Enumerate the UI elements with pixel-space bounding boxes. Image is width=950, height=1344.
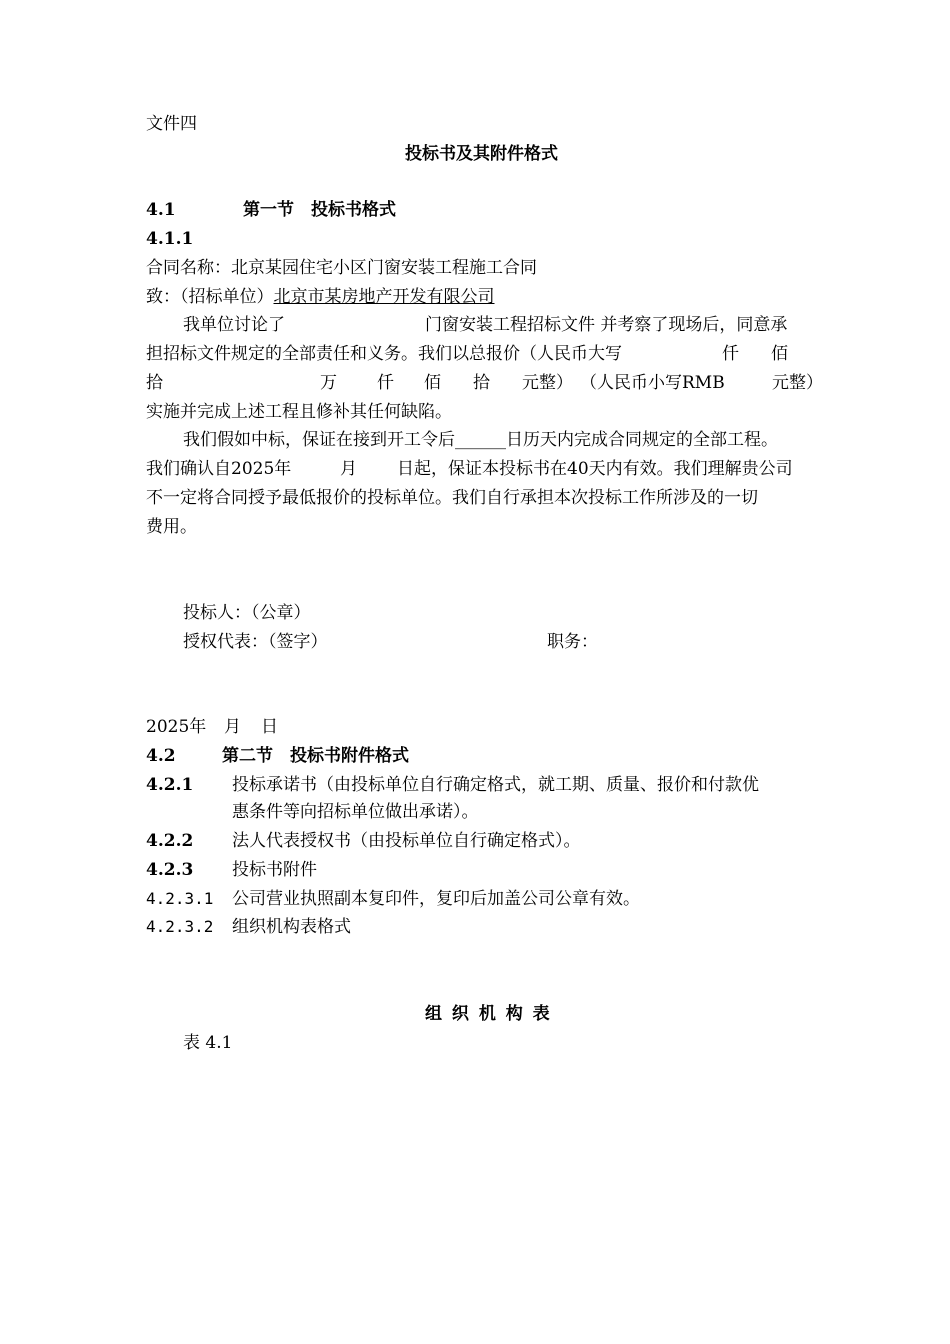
section-4-1-1-number: 4.1.1 xyxy=(146,229,194,249)
p2-line4: 费用。 xyxy=(146,517,197,537)
file-label: 文件四 xyxy=(146,114,197,134)
item-4-2-2-text: 法人代表授权书（由投标单位自行确定格式）。 xyxy=(232,831,581,851)
contract-name: 北京某园住宅小区门窗安装工程施工合同 xyxy=(231,258,537,278)
unit-wan: 万 xyxy=(320,373,337,393)
unit-bai-1: 佰 xyxy=(771,344,788,364)
unit-qian-1: 仟 xyxy=(722,344,739,364)
p2-line3: 不一定将合同授予最低报价的投标单位。我们自行承担本次投标工作所涉及的一切 xyxy=(146,488,758,508)
p2-blank: ______ xyxy=(455,430,506,450)
item-4-2-3-text: 投标书附件 xyxy=(232,860,317,880)
p1-line1a: 我单位讨论了 xyxy=(183,315,285,335)
p1-rmb-end: 元整） xyxy=(772,373,823,393)
sign-date-year: 2025年 xyxy=(146,717,207,737)
addressee-name: 北京市某房地产开发有限公司 xyxy=(273,287,495,307)
item-4-2-1-text-cont: 惠条件等向招标单位做出承诺）。 xyxy=(232,802,479,822)
section-4-2-heading: 第二节 投标书附件格式 xyxy=(222,746,409,766)
p2-text-a: 我们假如中标，保证在接到开工令后 xyxy=(183,430,455,450)
unit-yuanzheng: 元整） xyxy=(522,373,573,393)
org-table-label: 表 4.1 xyxy=(183,1033,233,1053)
p1-line1b: 门窗安装工程招标文件 并考察了现场后，同意承 xyxy=(425,315,788,335)
item-4-2-3-2-number: 4.2.3.2 xyxy=(146,917,214,936)
contract-label: 合同名称： xyxy=(146,258,231,278)
unit-shi-2: 拾 xyxy=(473,373,490,393)
p2-line2a: 我们确认自2025年 xyxy=(146,459,292,479)
contract-name-line xyxy=(146,257,537,279)
p2-line2b: 日起，保证本投标书在40天内有效。我们理解贵公司 xyxy=(397,459,793,479)
item-4-2-3-1-text: 公司营业执照副本复印件，复印后加盖公司公章有效。 xyxy=(232,889,640,909)
item-4-2-2-number: 4.2.2 xyxy=(146,831,194,851)
unit-shi-1: 拾 xyxy=(146,373,163,393)
p2-text-b: 日历天内完成合同规定的全部工程。 xyxy=(506,430,778,450)
p1-rmb-label: （人民币小写RMB xyxy=(580,373,725,393)
sign-date-day: 日 xyxy=(261,717,278,737)
section-4-1-heading: 第一节 投标书格式 xyxy=(243,200,396,220)
p2-line1 xyxy=(183,429,778,451)
section-4-1-number: 4.1 xyxy=(146,200,176,220)
item-4-2-1-number: 4.2.1 xyxy=(146,775,194,795)
org-table-title: 组 织 机 构 表 xyxy=(425,1004,552,1024)
sign-date-month: 月 xyxy=(224,717,241,737)
item-4-2-1-text: 投标承诺书（由投标单位自行确定格式，就工期、质量、报价和付款优 xyxy=(232,775,759,795)
p2-month: 月 xyxy=(340,459,357,479)
position-label: 职务： xyxy=(547,632,598,652)
unit-bai-2: 佰 xyxy=(424,373,441,393)
authorized-rep: 授权代表：（签字） xyxy=(183,632,328,652)
item-4-2-3-1-number: 4.2.3.1 xyxy=(146,889,214,908)
addressee-line xyxy=(146,286,495,308)
item-4-2-3-number: 4.2.3 xyxy=(146,860,194,880)
item-4-2-3-2-text: 组织机构表格式 xyxy=(232,917,351,937)
unit-qian-2: 仟 xyxy=(377,373,394,393)
section-4-2-number: 4.2 xyxy=(146,746,176,766)
addressee-label: 致：（招标单位） xyxy=(146,287,274,307)
p1-line4: 实施并完成上述工程且修补其任何缺陷。 xyxy=(146,402,452,422)
bidder-seal: 投标人：（公章） xyxy=(183,603,311,623)
p1-line2: 担招标文件规定的全部责任和义务。我们以总报价（人民币大写 xyxy=(146,344,622,364)
document-title: 投标书及其附件格式 xyxy=(405,144,558,164)
